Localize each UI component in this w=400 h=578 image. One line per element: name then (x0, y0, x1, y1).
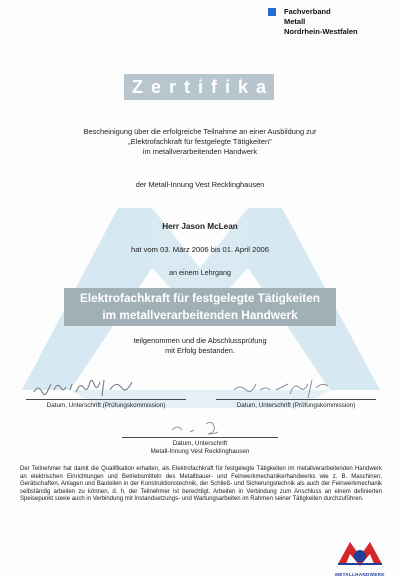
course-intro: an einem Lehrgang (169, 268, 231, 277)
issuer-line-3: Nordrhein-Westfalen (284, 27, 358, 36)
completion-line-2: mit Erfolg bestanden. (165, 346, 235, 355)
course-title-line-1: Elektrofachkraft für festgelegte Tätigkeiten (80, 291, 320, 305)
signature-line-left (26, 399, 186, 400)
intro-line-2: „Elektrofachkraft für festgelegte Tätigkeiten" (128, 137, 272, 146)
course-period: hat vom 03. März 2006 bis 01. April 2006 (130, 245, 270, 254)
signature-line-bottom (122, 437, 278, 438)
handwritten-signature-bottom (166, 418, 236, 438)
completion-line-1: teilgenommen und die Abschlussprüfung (133, 336, 267, 345)
qualification-paragraph: Der Teilnehmer hat damit die Qualifikation erhalten, als Elektrofachkraft für festgelegte Tätigkeiten im metallverarbeitenden Handwerk an elektrischen Einrichtungen und Betriebsmitteln des Metallbauer- und Feinwerkmechanikerhandwerks wie z. B. Maschinen, Gerätschaften, Anlagen und Bauteilen in der Konstruktionstechnik, der Schließ- und Sicherungstechnik als auch der Feinwerkmechanik selbständig arbeiten zu können, d. h. der Teilnehmer ist berechtigt, Arbeiten in Verbindung zum Anschluss an einem definierten Speisepunkt sowie auch in Verbindung mit Instandsetzungs- und Wartungsarbeiten im Rahmen seiner Tätigkeiten durchzuführen. (20, 466, 382, 503)
course-title-line-2: im metallverarbeitenden Handwerk (102, 308, 298, 322)
issuer-name (284, 7, 358, 37)
signature-label-left: Datum, Unterschrift (Prüfungskommission) (46, 402, 166, 409)
signature-label-right: Datum, Unterschrift (Prüfungskommission) (236, 402, 356, 409)
organization-line: der Metall-Innung Vest Recklinghausen (135, 180, 265, 189)
metallhandwerk-logo (330, 534, 390, 577)
intro-line-3: im metallverarbeitenden Handwerk (142, 147, 258, 156)
signature-label-bottom-1: Datum, Unterschrift (172, 440, 228, 447)
intro-line-1: Bescheinigung über die erfolgreiche Teilnahme an einer Ausbildung zur (83, 127, 317, 136)
course-title-banner (64, 288, 336, 326)
certificate-title: Zertifikat (124, 74, 274, 100)
issuer-line-1: Fachverband (284, 7, 331, 16)
issuer-logo-square (268, 8, 276, 16)
signature-label-bottom-2: Metall-Innung Vest Recklinghausen (150, 448, 250, 455)
recipient-name: Herr Jason McLean (162, 222, 238, 231)
metallhandwerk-logo-text: METALLHANDWERK (335, 572, 385, 577)
issuer-line-2: Metall (284, 17, 306, 26)
metallhandwerk-logo-icon (330, 534, 390, 568)
handwritten-signature-right (228, 376, 338, 400)
signature-line-right (216, 399, 376, 400)
handwritten-signature-left (30, 374, 140, 400)
